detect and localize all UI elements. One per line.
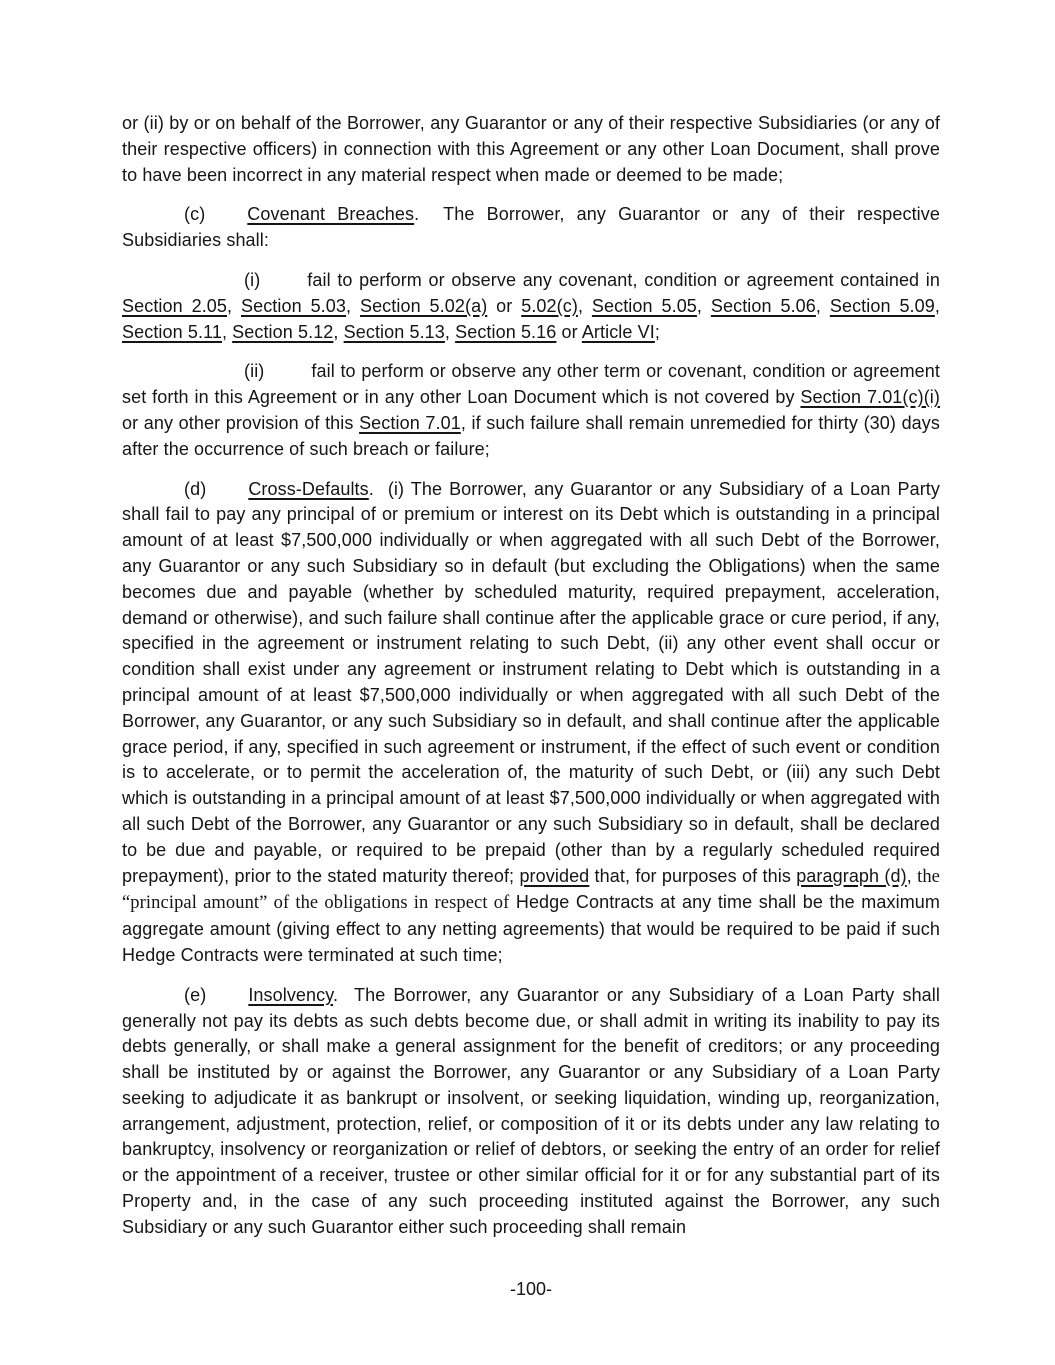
- underlined-text: Section 5.13: [343, 321, 445, 342]
- underlined-text: Covenant Breaches: [247, 204, 415, 225]
- underlined-text: Section 2.05: [122, 295, 228, 316]
- clause-label: (e): [184, 984, 207, 1005]
- text-run: ,: [221, 321, 233, 342]
- text-run: ,: [696, 295, 711, 316]
- paragraph-clause-c-ii: [122, 359, 940, 462]
- text-run: fail to perform or observe any other term or covenant, condition or agreement set forth in this Agreement or in any other Loan Document which is not covered by: [122, 361, 940, 408]
- underlined-text: Section 5.05: [591, 295, 697, 316]
- underlined-text: Article VI: [581, 321, 655, 342]
- underlined-text: Section 5.12: [232, 321, 334, 342]
- underlined-text: Section 5.16: [455, 321, 557, 342]
- text-run: . The Borrower, any Guarantor or any Subsidiary of a Loan Party shall generally not pay its debts as such debts become due, or shall admit in writing its inability to pay its debts generally, or shall make a general assignment for the benefit of creditors; or any proceeding shall be instituted by or against the Borrower, any Guarantor or any Subsidiary of a Loan Party seeking to adjudicate it as bankrupt or insolvent, or seeking liquidation, winding up, reorganization, arrangement, adjustment, protection, relief, or composition of it or its debts under any law relating to bankruptcy, insolvency or reorganization or relief of debtors, or seeking the entry of an order for relief or the appointment of a receiver, trustee or other similar official for it or for any substantial part of its Property and, in the case of any such proceeding instituted against the Borrower, any such Subsidiary or any such Guarantor either such proceeding shall remain: [122, 984, 940, 1237]
- text-run: ,: [333, 321, 344, 342]
- serif-text-run: the “principal amount” of the obligations in respect of: [122, 866, 940, 914]
- text-run: or (ii) by or on behalf of the Borrower, any Guarantor or any of their respective Subsidiaries (or any of their respective officers) in connection with this Agreement or any other Loan Document, shall prove to have been incorrect in any material respect when made or deemed to be made;: [122, 113, 940, 185]
- underlined-text: 5.02(c): [521, 295, 578, 316]
- underlined-text: Section 7.01: [359, 412, 461, 433]
- text-run: ,: [444, 321, 456, 342]
- text-run: ;: [654, 321, 660, 342]
- underlined-text: paragraph (d): [796, 865, 907, 886]
- text-run: or: [556, 321, 582, 342]
- text-run: . (i) The Borrower, any Guarantor or any Subsidiary of a Loan Party shall fail to pay any principal of or premium or interest on its Debt which is outstanding in a principal amount of at least $7,500,000 individually or when aggregated with all such Debt of the Borrower, any Guarantor or any such Subsidiary so in default (but excluding the Obligations) when the same becomes due and payable (whether by scheduled maturity, required prepayment, acceleration, demand or otherwise), and such failure shall continue after the applicable grace or cure period, if any, specified in the agreement or instrument relating to such Debt, (ii) any other event shall occur or condition shall exist under any agreement or instrument relating to Debt which is outstanding in a principal amount of at least $7,500,000 individually or when aggregated with all such Debt of the Borrower, any Guarantor, or any such Subsidiary so in default, and shall continue after the applicable grace period, if any, specified in such agreement or instrument, if the effect of such event or condition is to accelerate, or to permit the acceleration of, the maturity of such Debt, or (iii) any such Debt which is outstanding in a principal amount of at least $7,500,000 individually or when aggregated with all such Debt of the Borrower, any Guarantor or any such Subsidiary so in default, shall be declared to be due and payable, or required to be prepaid (other than by a regularly scheduled required prepayment), prior to the stated maturity thereof;: [122, 478, 940, 886]
- text-run: ,: [934, 295, 940, 316]
- document-body: [122, 111, 940, 1241]
- underlined-text: Insolvency: [248, 984, 334, 1005]
- clause-label: (ii): [244, 361, 265, 382]
- text-run: ,: [815, 295, 830, 316]
- text-run: ,: [346, 295, 360, 316]
- underlined-text: Section 7.01(c)(i): [800, 387, 940, 408]
- text-run: Hedge Contracts at any time shall be the maximum aggregate amount (giving effect to any netting agreements) that would be required to be paid if such Hedge Contracts were terminated at such time;: [122, 892, 940, 965]
- text-run: that, for purposes of this: [589, 865, 797, 886]
- text-run: ,: [577, 295, 592, 316]
- underlined-text: Section 5.06: [710, 295, 816, 316]
- paragraph-clause-c-covenant-breaches: [122, 202, 940, 254]
- text-run: . The Borrower, any Guarantor or any of their respective Subsidiaries shall:: [122, 204, 940, 251]
- clause-label: (c): [184, 204, 206, 225]
- underlined-text: Section 5.02(a): [359, 295, 488, 316]
- paragraph-clause-e-insolvency: [122, 983, 940, 1241]
- paragraph-clause-c-i: [122, 268, 940, 345]
- text-run: or any other provision of this: [122, 412, 360, 433]
- underlined-text: Section 5.03: [240, 295, 347, 316]
- text-run: ,: [227, 295, 241, 316]
- clause-label: (d): [184, 478, 207, 499]
- text-run: fail to perform or observe any covenant, condition or agreement contained in: [307, 269, 940, 290]
- underlined-text: Cross-Defaults: [248, 478, 369, 499]
- text-run: , if such failure shall remain unremedied for thirty (30) days after the occurrence of such breach or failure;: [122, 412, 940, 459]
- underlined-text: Section 5.11: [122, 321, 222, 342]
- page-number: -100-: [509, 1279, 553, 1299]
- underlined-text: provided: [519, 865, 590, 886]
- paragraph-clause-d-cross-defaults: [122, 477, 940, 969]
- text-run: ,: [906, 865, 918, 886]
- text-run: or: [487, 295, 522, 316]
- clause-label: (i): [244, 269, 261, 290]
- underlined-text: Section 5.09: [829, 295, 935, 316]
- paragraph-intro-continuation: [122, 111, 940, 188]
